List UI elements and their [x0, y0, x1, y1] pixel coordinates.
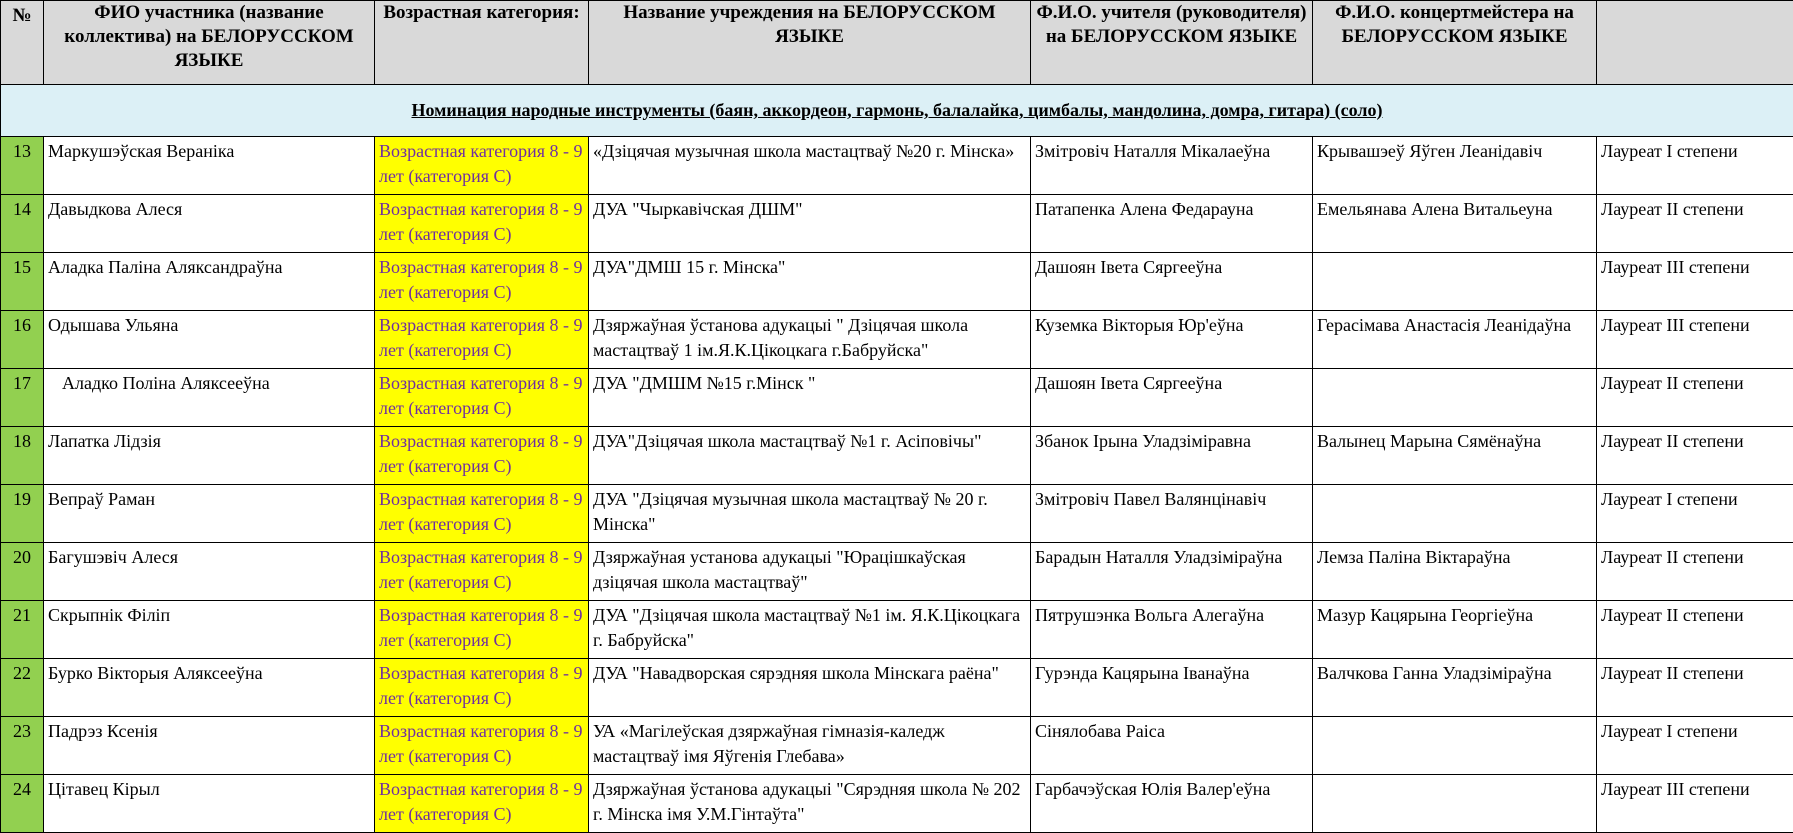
institution-cell[interactable]: ДУА "Дзіцячая школа мастацтваў №1 ім. Я.К.Цікоцкага г. Бабруйска" — [589, 601, 1031, 659]
row-number[interactable]: 16 — [1, 311, 44, 369]
accompanist-cell[interactable]: Валчкова Ганна Уладзіміраўна — [1313, 659, 1597, 717]
header-institution[interactable]: Название учреждения на БЕЛОРУССКОМ ЯЗЫКЕ — [589, 1, 1031, 85]
result-cell[interactable]: Лауреат III степени — [1597, 253, 1793, 311]
accompanist-cell[interactable]: Валынец Марына Сямёнаўна — [1313, 427, 1597, 485]
result-cell[interactable]: Лауреат I степени — [1597, 485, 1793, 543]
teacher-cell[interactable]: Дашоян Івета Сяргееўна — [1031, 369, 1313, 427]
header-teacher[interactable]: Ф.И.О. учителя (руководителя) на БЕЛОРУССКОМ ЯЗЫКЕ — [1031, 1, 1313, 85]
age-category-cell[interactable]: Возрастная категория 8 - 9 лет (категория С) — [375, 485, 589, 543]
result-cell[interactable]: Лауреат II степени — [1597, 543, 1793, 601]
result-cell[interactable]: Лауреат II степени — [1597, 369, 1793, 427]
age-category-cell[interactable]: Возрастная категория 8 - 9 лет (категория С) — [375, 775, 589, 833]
accompanist-cell[interactable]: Мазур Кацярына Георгіеўна — [1313, 601, 1597, 659]
result-cell[interactable]: Лауреат II степени — [1597, 601, 1793, 659]
accompanist-cell[interactable]: Крывашэеў Яўген Леанідавіч — [1313, 137, 1597, 195]
row-number[interactable]: 22 — [1, 659, 44, 717]
table-row — [1, 717, 1793, 775]
participant-cell[interactable]: Одышава Ульяна — [44, 311, 375, 369]
accompanist-cell[interactable] — [1313, 485, 1597, 543]
header-row — [1, 1, 1793, 85]
table-row — [1, 137, 1793, 195]
table-row — [1, 369, 1793, 427]
row-number[interactable]: 13 — [1, 137, 44, 195]
header-participant[interactable]: ФИО участника (название коллектива) на БЕЛОРУССКОМ ЯЗЫКЕ — [44, 1, 375, 85]
participant-cell[interactable]: Цітавец Кірыл — [44, 775, 375, 833]
accompanist-cell[interactable]: Лемза Паліна Віктараўна — [1313, 543, 1597, 601]
age-category-cell[interactable]: Возрастная категория 8 - 9 лет (категория С) — [375, 543, 589, 601]
header-num[interactable]: № — [1, 1, 44, 85]
result-cell[interactable]: Лауреат I степени — [1597, 137, 1793, 195]
participant-cell[interactable]: Давыдкова Алеся — [44, 195, 375, 253]
result-cell[interactable]: Лауреат II степени — [1597, 659, 1793, 717]
table-row — [1, 253, 1793, 311]
header-result[interactable] — [1597, 1, 1793, 85]
row-number[interactable]: 15 — [1, 253, 44, 311]
accompanist-cell[interactable] — [1313, 775, 1597, 833]
row-number[interactable]: 18 — [1, 427, 44, 485]
teacher-cell[interactable]: Сінялобава Раіса — [1031, 717, 1313, 775]
age-category-cell[interactable]: Возрастная категория 8 - 9 лет (категория С) — [375, 659, 589, 717]
header-accompanist[interactable]: Ф.И.О. концертмейстера на БЕЛОРУССКОМ ЯЗЫКЕ — [1313, 1, 1597, 85]
row-number[interactable]: 24 — [1, 775, 44, 833]
result-cell[interactable]: Лауреат III степени — [1597, 311, 1793, 369]
table-row — [1, 427, 1793, 485]
teacher-cell[interactable]: Гарбачэўская Юлія Валер'еўна — [1031, 775, 1313, 833]
result-cell[interactable]: Лауреат I степени — [1597, 717, 1793, 775]
table-row — [1, 543, 1793, 601]
accompanist-cell[interactable] — [1313, 253, 1597, 311]
institution-cell[interactable]: ДУА "Навадворская сярэдняя школа Мінскага раёна" — [589, 659, 1031, 717]
institution-cell[interactable]: Дзяржаўная установа адукацыі "Юрацішкаўская дзіцячая школа мастацтваў" — [589, 543, 1031, 601]
institution-cell[interactable]: УА «Магілеўская дзяржаўная гімназія-каледж мастацтваў імя Яўгенія Глебава» — [589, 717, 1031, 775]
teacher-cell[interactable]: Змітровіч Павел Валянцінавіч — [1031, 485, 1313, 543]
age-category-cell[interactable]: Возрастная категория 8 - 9 лет (категория С) — [375, 311, 589, 369]
accompanist-cell[interactable] — [1313, 717, 1597, 775]
institution-cell[interactable]: ДУА "Дзіцячая музычная школа мастацтваў № 20 г. Мінска" — [589, 485, 1031, 543]
table-row — [1, 195, 1793, 253]
accompanist-cell[interactable]: Герасімава Анастасія Леанідаўна — [1313, 311, 1597, 369]
age-category-cell[interactable]: Возрастная категория 8 - 9 лет (категория С) — [375, 195, 589, 253]
age-category-cell[interactable]: Возрастная категория 8 - 9 лет (категория С) — [375, 253, 589, 311]
teacher-cell[interactable]: Пятрушэнка Вольга Алегаўна — [1031, 601, 1313, 659]
teacher-cell[interactable]: Куземка Вікторыя Юр'еўна — [1031, 311, 1313, 369]
teacher-cell[interactable]: Патапенка Алена Федарауна — [1031, 195, 1313, 253]
participant-cell[interactable]: Вепраў Раман — [44, 485, 375, 543]
participant-cell[interactable]: Аладко Поліна Аляксееўна — [44, 369, 375, 427]
age-category-cell[interactable]: Возрастная категория 8 - 9 лет (категория С) — [375, 717, 589, 775]
teacher-cell[interactable]: Дашоян Івета Сяргееўна — [1031, 253, 1313, 311]
institution-cell[interactable]: ДУА "ДМШМ №15 г.Мінск " — [589, 369, 1031, 427]
participant-cell[interactable]: Лапатка Лідзія — [44, 427, 375, 485]
row-number[interactable]: 17 — [1, 369, 44, 427]
table-row — [1, 601, 1793, 659]
participant-cell[interactable]: Маркушэўская Вераніка — [44, 137, 375, 195]
result-cell[interactable]: Лауреат III степени — [1597, 775, 1793, 833]
header-age-category[interactable]: Возрастная категория: — [375, 1, 589, 85]
institution-cell[interactable]: Дзяржаўная ўстанова адукацыі "Сярэдняя школа № 202 г. Мінска імя У.М.Гінтаўта" — [589, 775, 1031, 833]
age-category-cell[interactable]: Возрастная категория 8 - 9 лет (категория С) — [375, 369, 589, 427]
participant-cell[interactable]: Бурко Вікторыя Аляксееўна — [44, 659, 375, 717]
accompanist-cell[interactable] — [1313, 369, 1597, 427]
row-number[interactable]: 14 — [1, 195, 44, 253]
result-cell[interactable]: Лауреат II степени — [1597, 427, 1793, 485]
participant-cell[interactable]: Аладка Паліна Аляксандраўна — [44, 253, 375, 311]
category-title[interactable]: Номинация народные инструменты (баян, аккордеон, гармонь, балалайка, цимбалы, мандолина, домра, гитара) (соло) — [1, 85, 1793, 137]
row-number[interactable]: 21 — [1, 601, 44, 659]
table-row — [1, 775, 1793, 833]
teacher-cell[interactable]: Змітровіч Наталля Мікалаеўна — [1031, 137, 1313, 195]
teacher-cell[interactable]: Збанок Ірына Уладзіміравна — [1031, 427, 1313, 485]
institution-cell[interactable]: Дзяржаўная ўстанова адукацыі " Дзіцячая школа мастацтваў 1 ім.Я.К.Цікоцкага г.Бабруйска" — [589, 311, 1031, 369]
category-row — [1, 85, 1793, 137]
participant-cell[interactable]: Багушэвіч Алеся — [44, 543, 375, 601]
row-number[interactable]: 19 — [1, 485, 44, 543]
table-row — [1, 485, 1793, 543]
teacher-cell[interactable]: Гурэнда Кацярына Іванаўна — [1031, 659, 1313, 717]
institution-cell[interactable]: ДУА"ДМШ 15 г. Мінска" — [589, 253, 1031, 311]
institution-cell[interactable]: ДУА"Дзіцячая школа мастацтваў №1 г. Асіповічы" — [589, 427, 1031, 485]
institution-cell[interactable]: «Дзіцячая музычная школа мастацтваў №20 г. Мінска» — [589, 137, 1031, 195]
row-number[interactable]: 23 — [1, 717, 44, 775]
accompanist-cell[interactable]: Емельянава Алена Витальеуна — [1313, 195, 1597, 253]
participant-cell[interactable]: Падрэз Ксенія — [44, 717, 375, 775]
table-row — [1, 311, 1793, 369]
age-category-cell[interactable]: Возрастная категория 8 - 9 лет (категория С) — [375, 427, 589, 485]
row-number[interactable]: 20 — [1, 543, 44, 601]
result-cell[interactable]: Лауреат II степени — [1597, 195, 1793, 253]
table-row — [1, 659, 1793, 717]
institution-cell[interactable]: ДУА "Чыркавічская ДШМ" — [589, 195, 1031, 253]
teacher-cell[interactable]: Барадын Наталля Уладзіміраўна — [1031, 543, 1313, 601]
age-category-cell[interactable]: Возрастная категория 8 - 9 лет (категория С) — [375, 601, 589, 659]
age-category-cell[interactable]: Возрастная категория 8 - 9 лет (категория С) — [375, 137, 589, 195]
participant-cell[interactable]: Скрыпнік Філіп — [44, 601, 375, 659]
